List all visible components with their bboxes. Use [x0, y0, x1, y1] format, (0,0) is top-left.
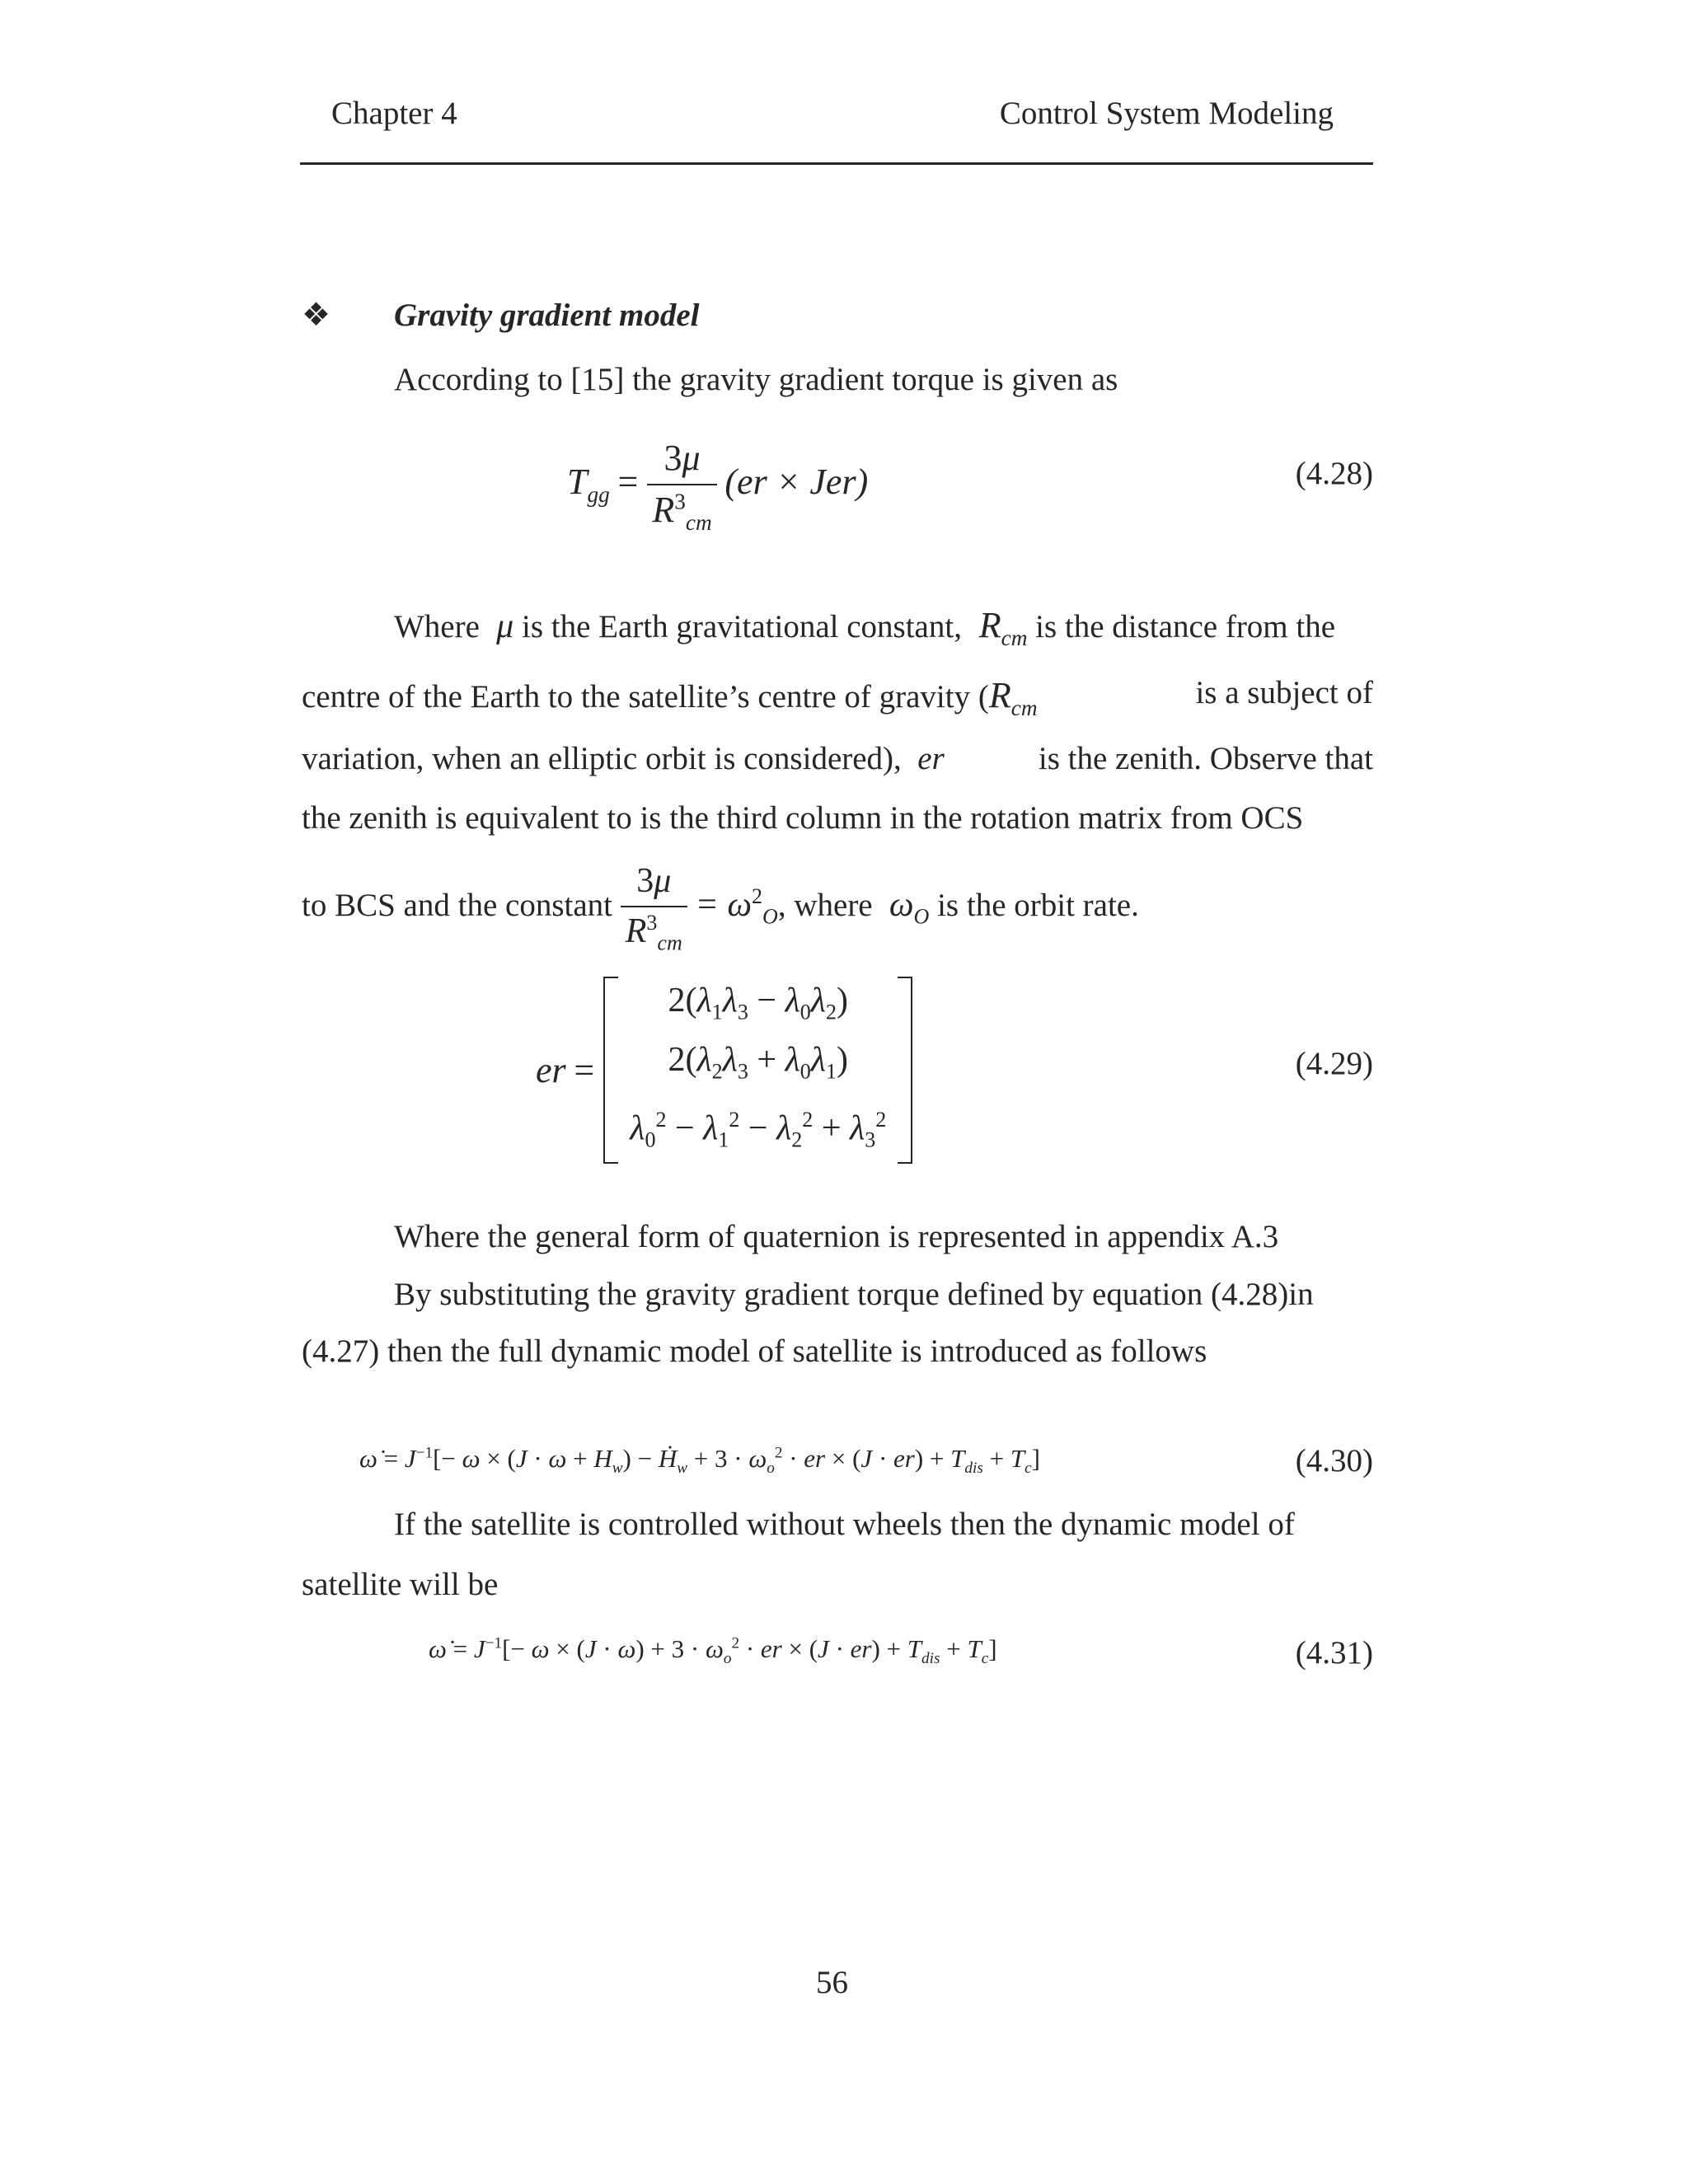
- header-rule: [300, 162, 1373, 165]
- paragraph-intro: According to [15] the gravity gradient torque is given as: [394, 362, 1118, 397]
- equation-number-4-30: (4.30): [1295, 1443, 1373, 1479]
- paragraph-line: variation, when an elliptic orbit is considered), er is the zenith. Observe that: [302, 741, 1373, 776]
- equation-number-4-28: (4.28): [1295, 456, 1373, 491]
- equation-4-30: ω̇ = $J^{-1}[- \omega \times (J \cdot \omega + H_w)$ − Ḣ$_w$ + $3 \cdot \omega_o^2$ · er × $(J \cdot er) + T_{dis} + T_c$]: [359, 1444, 1040, 1478]
- paragraph-line: (4.27) then the full dynamic model of satellite is introduced as follows: [302, 1333, 1207, 1369]
- paragraph-line: to BCS and the constant $\frac{3\mu}{R^3_{cm}}$ = $\omega^2_O$, where $\omega_O$ is the orbit rate.: [302, 862, 1139, 955]
- equation-number-4-29: (4.29): [1295, 1046, 1373, 1081]
- paragraph-line: satellite will be: [302, 1567, 499, 1602]
- paragraph-quaternion: Where the general form of quaternion is represented in appendix A.3: [394, 1219, 1279, 1254]
- header-title: Control System Modeling: [999, 96, 1334, 131]
- paragraph-line: Where μ is the Earth gravitational constant, $R_{cm}$ is the distance from the: [394, 605, 1336, 650]
- page-number: 56: [816, 1965, 848, 2000]
- equation-4-31: ω̇ = $J^{-1}[- \omega \times (J \cdot \omega) + 3 \cdot \omega_o^2$ · er × $(J \cdot er) + T_{dis} + T_c$]: [429, 1634, 997, 1668]
- equation-number-4-31: (4.31): [1295, 1635, 1373, 1671]
- paragraph-line: If the satellite is controlled without wheels then the dynamic model of: [394, 1507, 1295, 1542]
- paragraph-line: centre of the Earth to the satellite’s centre of gravity ($R_{cm}$ is a subject of: [302, 675, 1373, 720]
- section-title: Gravity gradient model: [394, 298, 700, 333]
- equation-4-29: er = $2(\lambda_1\lambda_3 - \lambda_0\lambda_2)$ $2(\lambda_2\lambda_3 + \lambda_0\lambda_1)$ $\lambda_0^2 - \lambda_1^2 - \lambda_2^2 + \lambda_3^2$: [536, 977, 912, 1164]
- paragraph-line: By substituting the gravity gradient torque defined by equation (4.28)in: [394, 1277, 1314, 1312]
- header-chapter: Chapter 4: [331, 96, 457, 131]
- equation-4-28: $T_{gg}$ = $\frac{3\mu}{R^3_{cm}}$ (er × Jer): [567, 438, 869, 535]
- paragraph-line: the zenith is equivalent to is the third column in the rotation matrix from OCS: [302, 800, 1304, 836]
- section-bullet-icon: ❖: [302, 298, 331, 333]
